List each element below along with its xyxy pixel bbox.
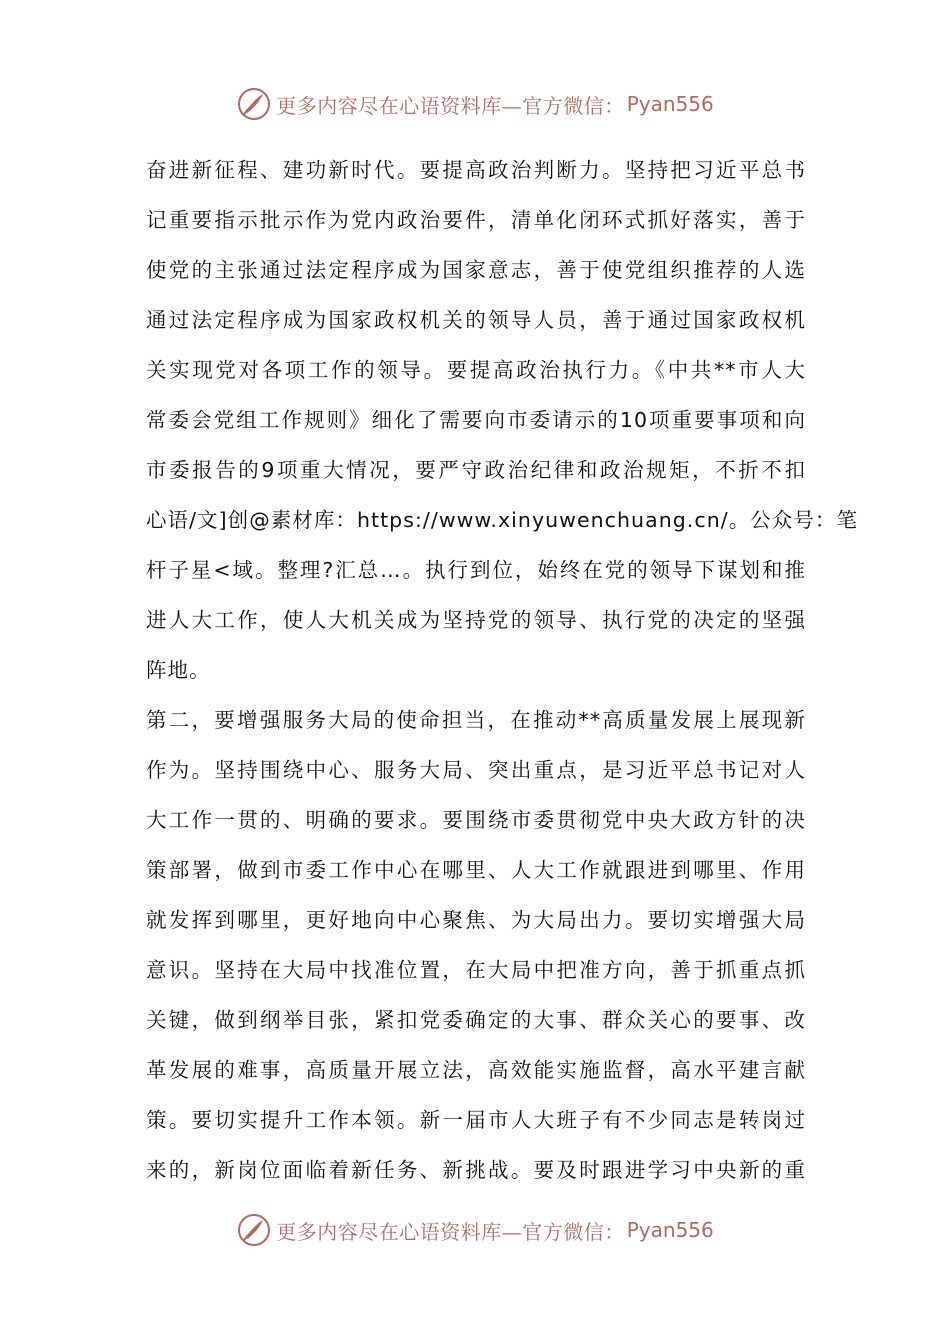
text-line: 策。要切实提升工作本领。新一届市人大班子有不少同志是转岗过 <box>146 1108 806 1132</box>
footer-brand-text: 更多内容尽在心语资料库—官方微信： <box>276 1219 625 1244</box>
text-line: 市委报告的9项重大情况，要严守政治纪律和政治规矩，不折不扣 <box>146 458 806 482</box>
text-line: 策部署，做到市委工作中心在哪里、人大工作就跟进到哪里、作用 <box>146 858 806 882</box>
text-line: 来的，新岗位面临着新任务、新挑战。要及时跟进学习中央新的重 <box>146 1158 806 1182</box>
text-line: 关键，做到纲举目张，紧扣党委确定的大事、群众关心的要事、改 <box>146 1008 806 1032</box>
text-line: 进人大工作，使人大机关成为坚持党的领导、执行党的决定的坚强 <box>146 608 806 632</box>
text-line: 常委会党组工作规则》细化了需要向市委请示的10项重要事项和向 <box>146 408 806 432</box>
text-line: 记重要指示批示作为党内政治要件，清单化闭环式抓好落实，善于 <box>146 208 806 232</box>
pen-logo-icon <box>236 86 272 122</box>
text-line: 关实现党对各项工作的领导。要提高政治执行力。《中共**市人大 <box>146 358 806 382</box>
text-line: 作为。坚持围绕中心、服务大局、突出重点，是习近平总书记对人 <box>146 758 806 782</box>
text-line: 第二，要增强服务大局的使命担当，在推动**高质量发展上展现新 <box>146 708 806 732</box>
text-line: 就发挥到哪里，更好地向中心聚焦、为大局出力。要切实增强大局 <box>146 908 806 932</box>
text-line: 使党的主张通过法定程序成为国家意志，善于使党组织推荐的人选 <box>146 258 806 282</box>
footer-banner <box>0 1206 950 1254</box>
text-line: 革发展的难事，高质量开展立法，高效能实施监督，高水平建言献 <box>146 1058 806 1082</box>
header-brand-text: 更多内容尽在心语资料库—官方微信： <box>276 93 625 118</box>
text-line: 阵地。 <box>146 658 211 682</box>
pen-logo-icon <box>236 1212 272 1248</box>
header-wechat-id: Pyan556 <box>626 92 714 116</box>
footer-wechat-id: Pyan556 <box>626 1218 714 1242</box>
text-line: 心语/文]创@素材库：https://www.xinyuwenchuang.cn/。公众号：笔 <box>146 508 858 532</box>
text-line: 杆子星<域。整理?汇总…。执行到位，始终在党的领导下谋划和推 <box>146 558 806 582</box>
text-line: 奋进新征程、建功新时代。要提高政治判断力。坚持把习近平总书 <box>146 158 806 182</box>
text-line: 通过法定程序成为国家政权机关的领导人员，善于通过国家政权机 <box>146 308 806 332</box>
text-line: 大工作一贯的、明确的要求。要围绕市委贯彻党中央大政方针的决 <box>146 808 806 832</box>
text-line: 意识。坚持在大局中找准位置，在大局中把准方向，善于抓重点抓 <box>146 958 806 982</box>
header-banner <box>0 80 950 128</box>
document-body <box>146 145 858 1195</box>
